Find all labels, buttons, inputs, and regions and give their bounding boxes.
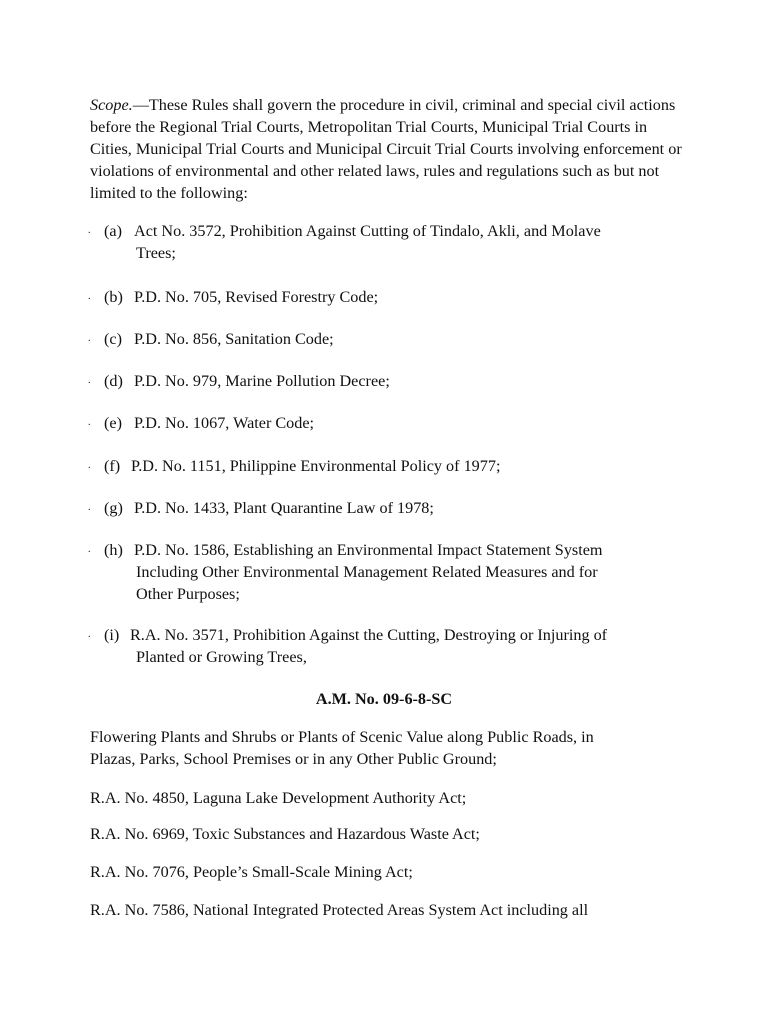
list-item-label: (a) — [104, 222, 122, 240]
list-item-label: (f) — [104, 457, 121, 475]
list-item-line: Trees; — [136, 244, 176, 262]
list-item-text — [134, 412, 694, 434]
list-item-line: R.A. No. 3571, Prohibition Against the Cutting, Destroying or Injuring of — [130, 626, 608, 644]
list-item-label: (d) — [104, 372, 123, 390]
tail-paragraph — [90, 787, 690, 809]
list-item-line: Including Other Environmental Management Related Measures and for — [136, 563, 598, 581]
tail-line: R.A. No. 6969, Toxic Substances and Hazardous Waste Act; — [90, 825, 480, 843]
list-item-line: P.D. No. 1433, Plant Quarantine Law of 1978; — [134, 499, 434, 517]
list-item-text — [130, 624, 690, 668]
list-bullet: . — [88, 502, 91, 513]
list-item-label: (g) — [104, 499, 123, 517]
list-item-text — [134, 539, 694, 605]
list-item-label: (c) — [104, 330, 122, 348]
list-item-text — [134, 286, 694, 308]
list-item-label: (e) — [104, 414, 122, 432]
list-bullet: . — [88, 417, 91, 428]
tail-line: R.A. No. 4850, Laguna Lake Development Authority Act; — [90, 789, 467, 807]
list-item-line: P.D. No. 856, Sanitation Code; — [134, 330, 334, 348]
list-item-line: P.D. No. 1151, Philippine Environmental Policy of 1977; — [131, 457, 501, 475]
intro-paragraph — [90, 94, 690, 204]
list-bullet: . — [88, 629, 91, 640]
list-item-line: P.D. No. 979, Marine Pollution Decree; — [134, 372, 390, 390]
list-bullet: . — [88, 225, 91, 236]
list-bullet: . — [88, 544, 91, 555]
section-heading: A.M. No. 09-6-8-SC — [315, 690, 453, 708]
list-item-text — [134, 370, 694, 392]
tail-paragraph — [90, 726, 690, 770]
intro-text: —These Rules shall govern the procedure in civil, criminal and special civil actions before the Regional Trial Courts, Metropolitan Trial Courts, Municipal Trial Courts in Cities, Municipal Trial Courts and Municipal Circuit Trial Courts involving enforcement or violations of environmental and other related laws, rules and regulations such as but not limited to the following: — [90, 96, 682, 202]
tail-line: Plazas, Parks, School Premises or in any Other Public Ground; — [90, 750, 497, 768]
list-bullet: . — [88, 375, 91, 386]
list-item-line: Other Purposes; — [136, 585, 240, 603]
tail-paragraph — [90, 861, 690, 883]
list-item-line: Act No. 3572, Prohibition Against Cutting of Tindalo, Akli, and Molave — [134, 222, 601, 240]
list-item-line: P.D. No. 1067, Water Code; — [134, 414, 315, 432]
tail-paragraph — [90, 823, 690, 845]
list-bullet: . — [88, 291, 91, 302]
list-item-text — [131, 455, 691, 477]
list-bullet: . — [88, 460, 91, 471]
list-item-line: Planted or Growing Trees, — [136, 648, 307, 666]
list-item-text — [134, 328, 694, 350]
scope-word: Scope. — [90, 96, 133, 114]
list-item-text — [134, 497, 694, 519]
list-item-label: (b) — [104, 288, 123, 306]
list-bullet: . — [88, 333, 91, 344]
list-item-label: (h) — [104, 541, 123, 559]
tail-line: R.A. No. 7586, National Integrated Protected Areas System Act including all — [90, 901, 589, 919]
tail-line: R.A. No. 7076, People’s Small-Scale Mining Act; — [90, 863, 413, 881]
list-item-line: P.D. No. 705, Revised Forestry Code; — [134, 288, 379, 306]
tail-paragraph — [90, 899, 690, 921]
tail-line: Flowering Plants and Shrubs or Plants of Scenic Value along Public Roads, in — [90, 728, 594, 746]
list-item-line: P.D. No. 1586, Establishing an Environmental Impact Statement System — [134, 541, 603, 559]
list-item-text — [134, 220, 694, 264]
list-item-label: (i) — [104, 626, 120, 644]
